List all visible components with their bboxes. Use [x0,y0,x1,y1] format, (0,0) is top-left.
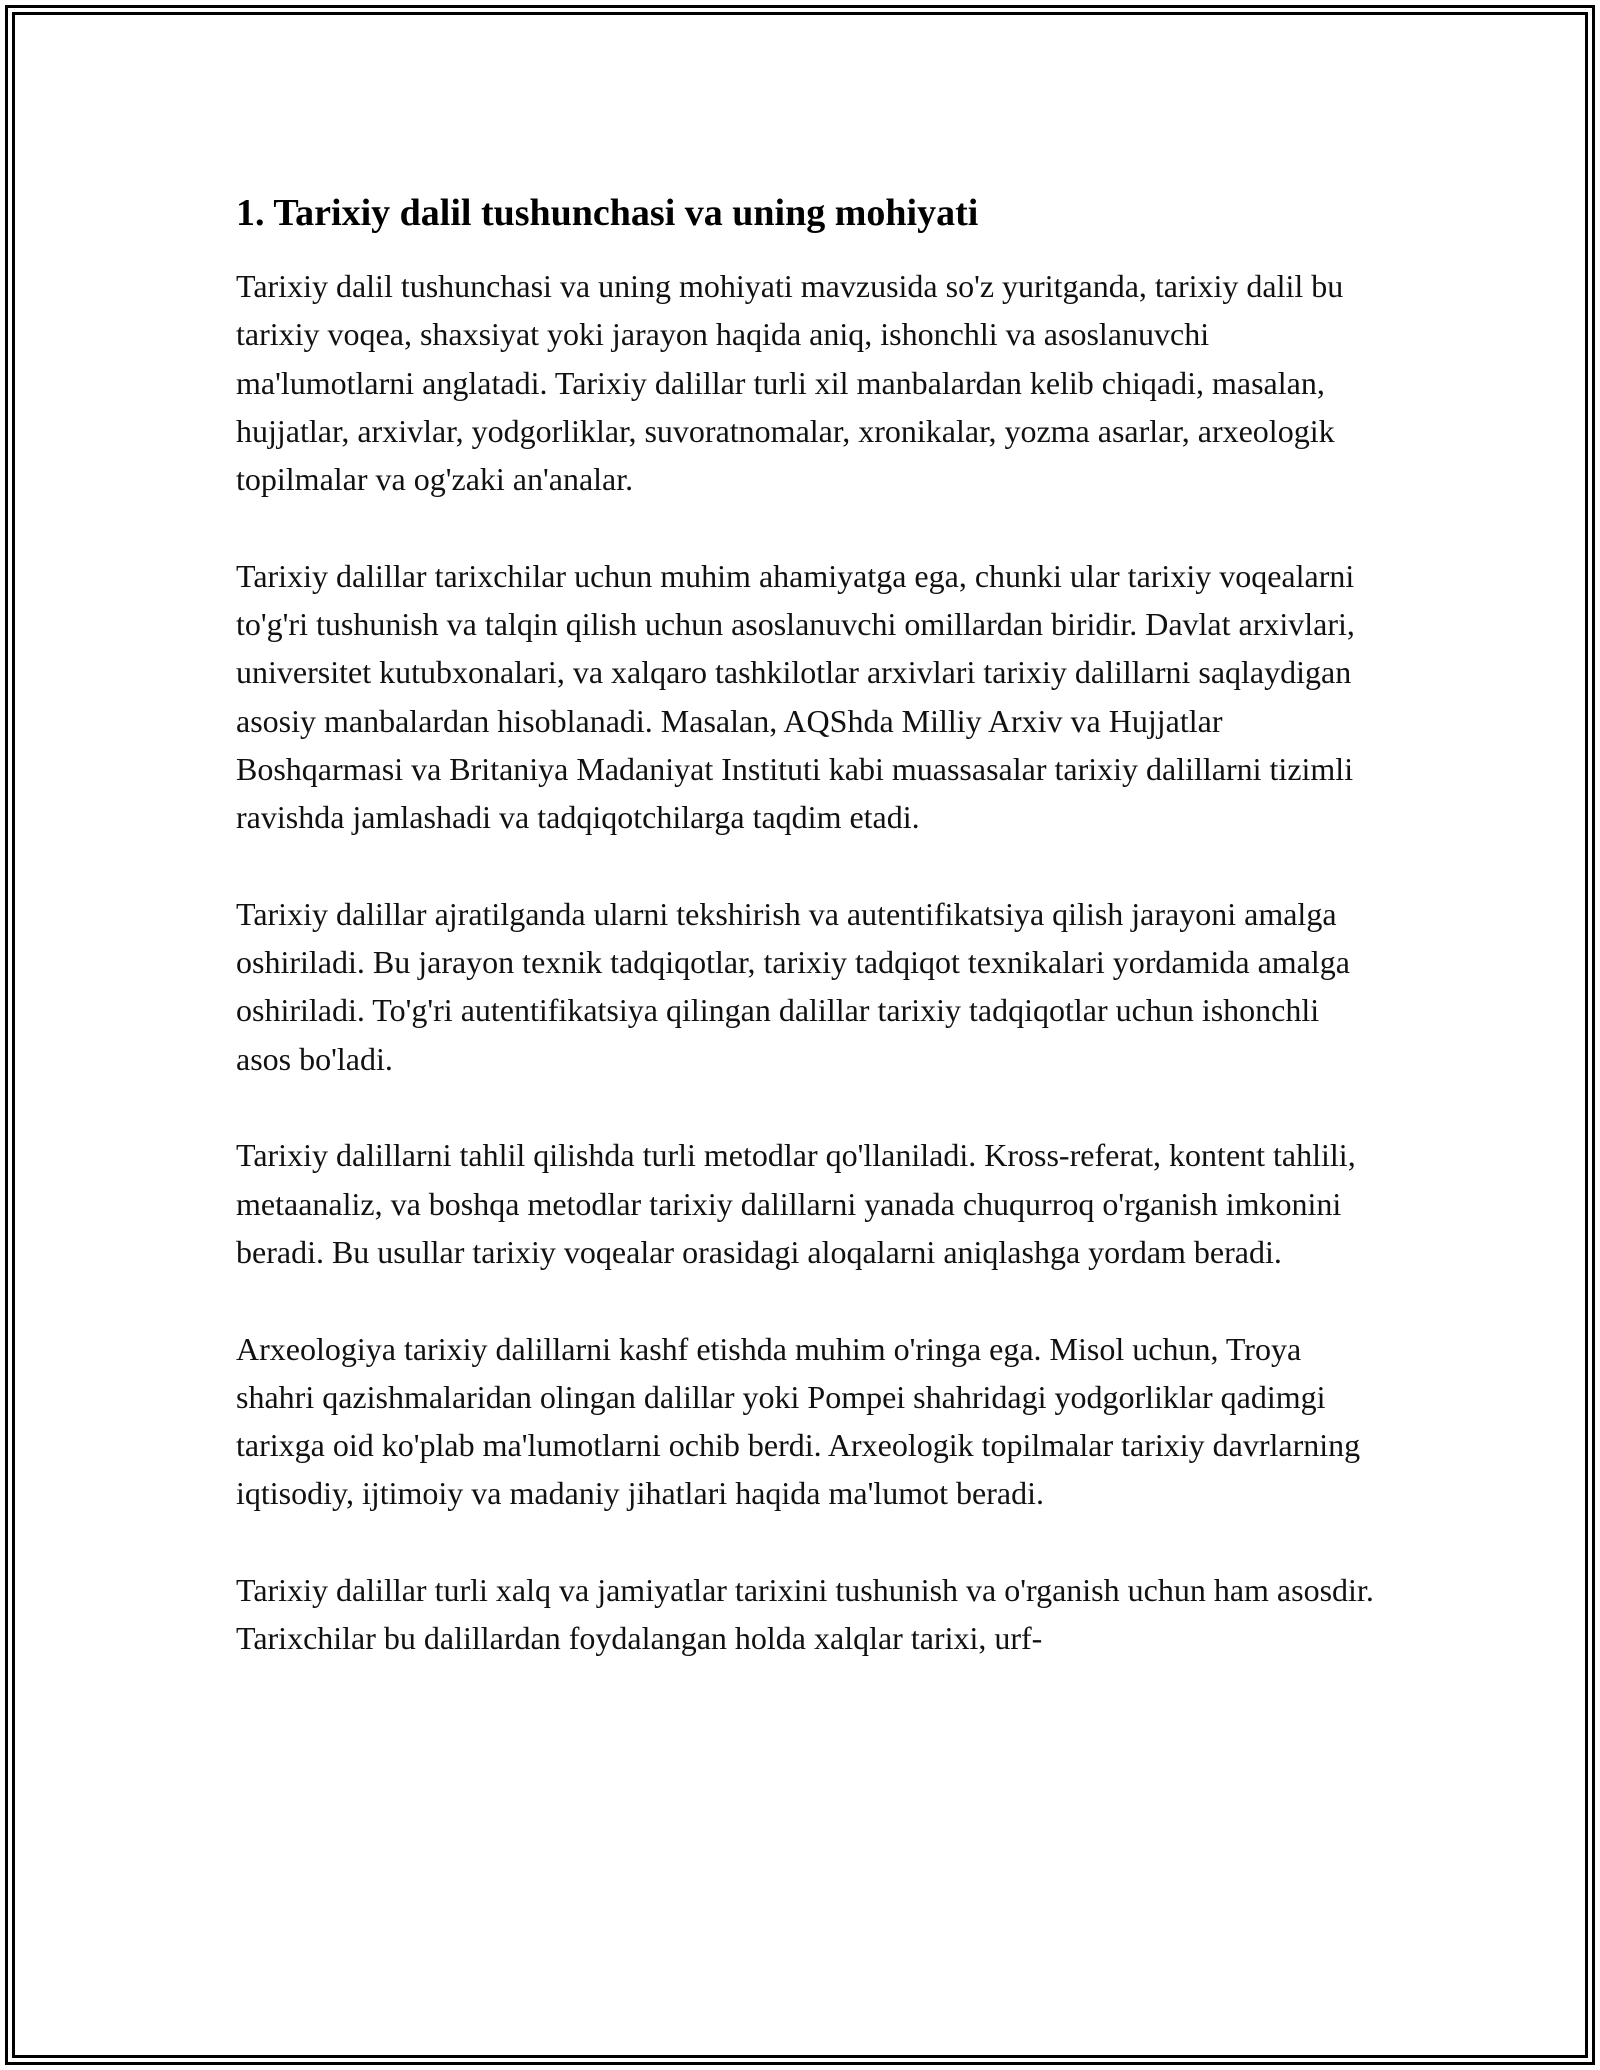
paragraph-1: Tarixiy dalil tushunchasi va uning mohiyati mavzusida so'z yuritganda, tarixiy dalil bu tarixiy voqea, shaxsiyat yoki jarayon haqida aniq, ishonchli va asoslanuvchi ma'lumotlarni anglatadi. Tarixiy dalillar turli xil manbalardan kelib chiqadi, masalan, hujjatlar, arxivlar, yodgorliklar, suvoratnomalar, xronikalar, yozma asarlar, arxeologik topilmalar va og'zaki an'analar. [236,268,1344,498]
paragraph-2: Tarixiy dalillar tarixchilar uchun muhim ahamiyatga ega, chunki ular tarixiy voqealarni to'g'ri tushunish va talqin qilish uchun asoslanuvchi omillardan biridir. Davlat arxivlari, universitet kutubxonalari, va xalqaro tashkilotlar arxivlari tarixiy dalillarni saqlaydigan asosiy manbalardan hisoblanadi. Masalan, AQShda Milliy Arxiv va Hujjatlar Boshqarmasi va Britaniya Madaniyat Instituti kabi muassasalar tarixiy dalillarni tizimli ravishda jamlashadi va tadqiqotchilarga taqdim etadi. [236,557,1355,836]
paragraph-4: Tarixiy dalillarni tahlil qilishda turli metodlar qo'llaniladi. Kross-referat, kontent tahlili, metaanaliz, va boshqa metodlar tarixiy dalillarni yanada chuqurroq o'rganish imkonini beradi. Bu usullar tarixiy voqealar orasidagi aloqalarni aniqlashga yordam beradi. [236,1137,1356,1270]
paragraph-3: Tarixiy dalillar ajratilganda ularni tekshirish va autentifikatsiya qilish jarayoni amalga oshiriladi. Bu jarayon texnik tadqiqotlar, tarixiy tadqiqot texnikalari yordamida amalga oshiriladi. To'g'ri autentifikatsiya qilingan dalillar tarixiy tadqiqotlar uchun ishonchli asos bo'ladi. [236,895,1350,1077]
paragraph-5: Arxeologiya tarixiy dalillarni kashf etishda muhim o'ringa ega. Misol uchun, Troya shahri qazishmalaridan olingan dalillar yoki Pompei shahridagi yodgorliklar qadimgi tarixga oid ko'plab ma'lumotlarni ochib berdi. Arxeologik topilmalar tarixiy davrlarning iqtisodiy, ijtimoiy va madaniy jihatlari haqida ma'lumot beradi. [236,1330,1361,1512]
section-heading: 1. Tarixiy dalil tushunchasi va uning mohiyati [236,192,979,234]
document-body [236,186,1376,1663]
paragraph-6: Tarixiy dalillar turli xalq va jamiyatlar tarixini tushunish va o'rganish uchun ham asosdir. Tarixchilar bu dalillardan foydalangan holda xalqlar tarixi, urf- [236,1572,1374,1657]
